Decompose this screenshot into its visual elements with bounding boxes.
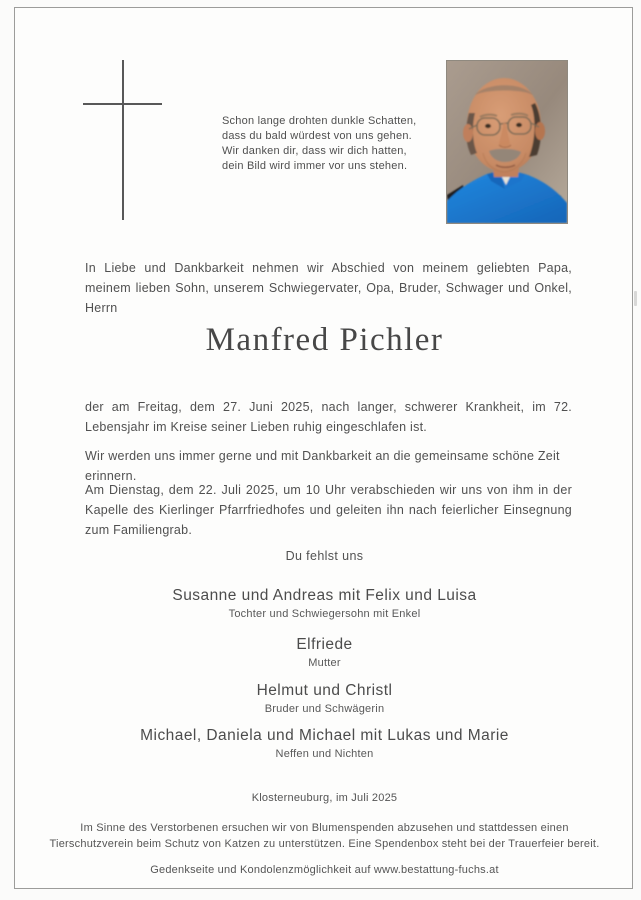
print-code-mark xyxy=(634,291,637,306)
poem-line: Wir danken dir, dass wir dich hatten, xyxy=(222,145,407,157)
cross-icon xyxy=(122,60,124,220)
mourner-names: Susanne und Andreas mit Felix und Luisa xyxy=(172,587,477,604)
obituary-card xyxy=(14,7,633,889)
intro-paragraph: In Liebe und Dankbarkeit nehmen wir Abschied von meinem geliebten Papa, meinem lieben Sohn, unserem Schwiegervater, Opa, Bruder, Schwager und Onkel, Herrn xyxy=(85,261,572,315)
farewell-line: Du fehlst uns xyxy=(285,549,364,563)
mourner-relation: Bruder und Schwägerin xyxy=(264,703,385,715)
poem-line: Schon lange drohten dunkle Schatten, xyxy=(222,115,417,127)
place-date: Klosterneuburg, im Juli 2025 xyxy=(251,792,398,804)
mourner-entry xyxy=(15,586,634,620)
mourner-entry xyxy=(15,726,634,760)
mourner-entry xyxy=(15,635,634,669)
mourner-relation: Neffen und Nichten xyxy=(275,748,374,760)
deceased-name: Manfred Pichler xyxy=(205,322,444,358)
mourner-names: Helmut und Christl xyxy=(256,682,393,699)
portrait-photo xyxy=(446,60,568,224)
poem-line: dass du bald würdest von uns gehen. xyxy=(222,130,412,142)
mourner-entry xyxy=(15,681,634,715)
memorial-website-line: Gedenkseite und Kondolenzmöglichkeit auf www.bestattung-fuchs.at xyxy=(150,864,499,876)
mourner-names: Michael, Daniela und Michael mit Lukas und Marie xyxy=(140,727,509,744)
death-paragraph: der am Freitag, dem 27. Juni 2025, nach langer, schwerer Krankheit, im 72. Lebensjahr im Kreise seiner Lieben ruhig eingeschlafen ist. xyxy=(85,400,572,434)
donation-note: Im Sinne des Verstorbenen ersuchen wir von Blumenspenden abzusehen und stattdessen einen Tierschutzverein beim Schutz von Katzen zu unterstützen. Eine Spendenbox steht bei der Trauerfeier bereit. xyxy=(49,822,600,850)
poem-line: dein Bild wird immer vor uns stehen. xyxy=(222,160,408,172)
memorial-poem xyxy=(222,114,416,174)
remembrance-line: Wir werden uns immer gerne und mit Dankbarkeit an die gemeinsame schöne Zeit erinnern. xyxy=(85,449,560,483)
funeral-paragraph: Am Dienstag, dem 22. Juli 2025, um 10 Uhr verabschieden wir uns von ihm in der Kapelle des Kierlinger Pfarrfriedhofes und geleiten ihn nach feierlicher Einsegnung zum Familiengrab. xyxy=(85,483,572,537)
mourner-relation: Tochter und Schwiegersohn mit Enkel xyxy=(228,608,421,620)
mourner-names: Elfriede xyxy=(296,636,353,653)
mourner-relation: Mutter xyxy=(308,657,341,669)
cross-icon-arm xyxy=(83,103,162,105)
